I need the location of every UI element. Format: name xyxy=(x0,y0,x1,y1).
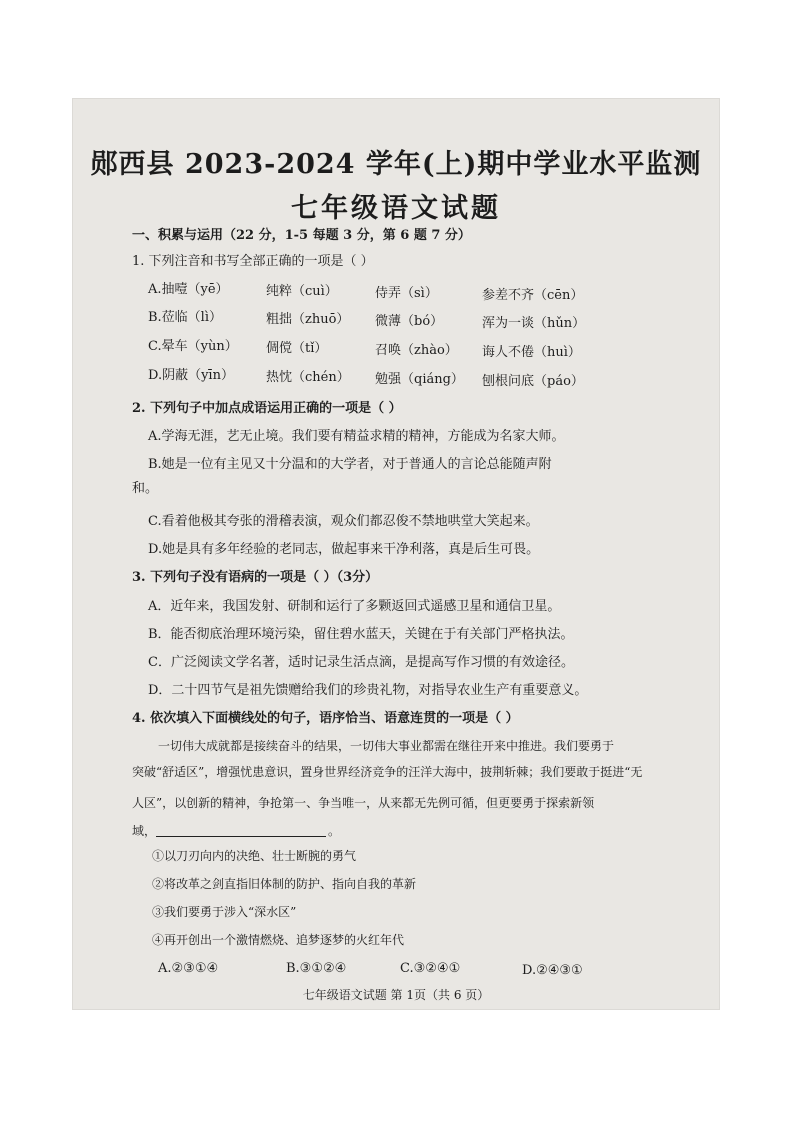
q4-clause: ①以刀刃向内的决绝、壮士断腕的勇气 xyxy=(152,849,357,863)
question-3-stem: 3. 下列句子没有语病的一项是（ ）（3分） xyxy=(132,570,379,585)
q2-option-c: C.看着他极其夸张的滑稽表演，观众们都忍俊不禁地哄堂大笑起来。 xyxy=(148,514,539,529)
answer-blank xyxy=(156,824,326,837)
q1-option: 微薄（bó） xyxy=(375,314,444,329)
q2-option-b: B.她是一位有主见又十分温和的大学者，对于普通人的言论总能随声附 xyxy=(148,457,552,472)
q1-option: 勉强（qiáng） xyxy=(375,372,464,387)
question-2-stem: 2. 下列句子中加点成语运用正确的一项是（ ） xyxy=(132,401,402,416)
question-1-stem: 1. 下列注音和书写全部正确的一项是（ ） xyxy=(132,254,374,269)
q3-option-b: B．能否彻底治理环境污染，留住碧水蓝天，关键在于有关部门严格执法。 xyxy=(148,627,574,642)
q1-option: 粗拙（zhuō） xyxy=(266,312,350,327)
q1-option: 纯粹（cuì） xyxy=(266,284,338,299)
q4-clause: ④再开创出一个激情燃烧、追梦逐梦的火红年代 xyxy=(152,933,405,947)
q4-choice-b: B.③①②④ xyxy=(286,961,347,976)
question-4-stem: 4. 依次填入下面横线处的句子，语序恰当、语意连贯的一项是（ ） xyxy=(132,711,519,726)
q4-passage-line: 一切伟大成就都是接续奋斗的结果，一切伟大事业都需在继往开来中推进。我们要勇于 xyxy=(158,739,615,753)
q2-option-a: A.学海无涯，艺无止境。我们要有精益求精的精神，方能成为名家大师。 xyxy=(148,429,565,444)
q4-clause: ③我们要勇于涉入“深水区” xyxy=(152,905,297,919)
q3-option-a: A．近年来，我国发射、研制和运行了多颗返回式遥感卫星和通信卫星。 xyxy=(148,599,561,614)
q4-passage-line: 突破“舒适区”，增强忧患意识，置身世界经济竞争的汪洋大海中，披荆斩棘；我们要敢于挺进“无 xyxy=(132,765,643,779)
q4-choice-c: C.③②④① xyxy=(400,961,461,976)
exam-subtitle: 七年级语文试题 xyxy=(291,193,501,224)
section-heading: 一、积累与运用（22 分，1-5 每题 3 分，第 6 题 7 分） xyxy=(132,228,471,243)
q1-option: 浑为一谈（hǔn） xyxy=(482,316,586,331)
q4-passage-line: 人区”，以创新的精神，争抢第一、争当唯一，从来都无先例可循，但更要勇于探索新领 xyxy=(132,796,595,810)
page-footer: 七年级语文试题 第 1页（共 6 页） xyxy=(302,988,490,1002)
q1-option: 召唤（zhào） xyxy=(375,343,458,358)
q1-option: C.晕车（yùn） xyxy=(148,339,238,354)
q1-option: D.阴蔽（yīn） xyxy=(148,368,234,383)
q1-option: B.莅临（lì） xyxy=(148,310,223,325)
q1-option: 侍弄（sì） xyxy=(375,286,438,301)
q2-option-b-cont: 和。 xyxy=(132,481,159,496)
exam-title: 郧西县 2023-2024 学年(上)期中学业水平监测 xyxy=(90,149,702,180)
q1-option: 刨根问底（páo） xyxy=(482,374,584,389)
q4-passage-text: 域， xyxy=(132,824,157,838)
q4-choice-d: D.②④③① xyxy=(522,963,583,978)
q1-option: 热忱（chén） xyxy=(266,370,350,385)
exam-page xyxy=(72,98,720,1010)
q1-option: 倜傥（tǐ） xyxy=(266,341,328,356)
q3-option-c: C．广泛阅读文学名著，适时记录生活点滴，是提高写作习惯的有效途径。 xyxy=(148,655,574,670)
q2-option-d: D.她是具有多年经验的老同志，做起事来干净利落，真是后生可畏。 xyxy=(148,542,540,557)
q1-option: A.抽噎（yē） xyxy=(148,282,229,297)
q4-passage-line-last xyxy=(132,824,340,837)
q4-choice-a: A.②③①④ xyxy=(158,961,219,976)
q3-option-d: D．二十四节气是祖先馈赠给我们的珍贵礼物，对指导农业生产有重要意义。 xyxy=(148,683,588,698)
q1-option: 参差不齐（cēn） xyxy=(482,288,584,303)
q1-option: 诲人不倦（huì） xyxy=(482,345,581,360)
q4-clause: ②将改革之剑直指旧体制的防护、指向自我的革新 xyxy=(152,877,417,891)
q4-passage-period: 。 xyxy=(328,824,341,838)
